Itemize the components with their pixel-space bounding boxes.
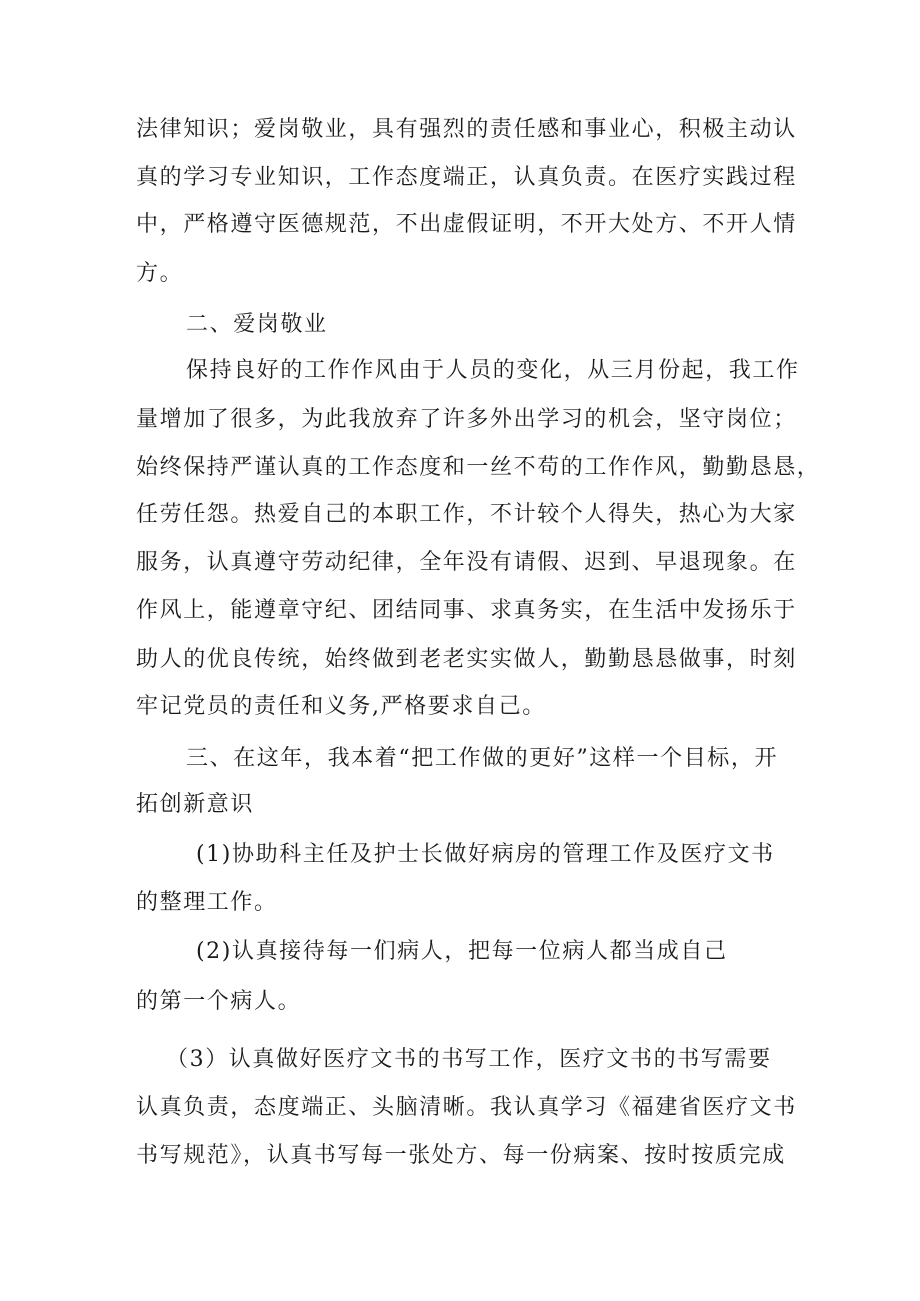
text-line: 法律知识；爱岗敬业，具有强烈的责任感和事业心，积极主动认 xyxy=(136,117,797,142)
text-line: 的整理工作。 xyxy=(136,890,278,915)
text-line: 服务，认真遵守劳动纪律，全年没有请假、迟到、早退现象。在 xyxy=(136,550,797,575)
list-item: (2)认真接待每一们病人，把每一位病人都当成自己 xyxy=(196,939,728,964)
text-line: 始终保持严谨认真的工作态度和一丝不苟的工作作风，勤勤恳恳， xyxy=(136,455,821,480)
list-item: （3）认真做好医疗文书的书写工作，医疗文书的书写需要 xyxy=(166,1047,772,1072)
list-item: (1)协助科主任及护士长做好病房的管理工作及医疗文书 xyxy=(196,842,775,867)
text-line: 助人的优良传统，始终做到老老实实做人，勤勤恳恳做事，时刻 xyxy=(136,647,797,672)
text-line: 保持良好的工作作风由于人员的变化，从三月份起，我工作 xyxy=(186,358,800,383)
text-line: 牢记党员的责任和义务,严格要求自己。 xyxy=(136,694,546,719)
text-line: 方。 xyxy=(136,261,184,286)
text-line: 中，严格遵守医德规范，不出虚假证明，不开大处方、不开人情 xyxy=(136,212,797,237)
text-line: 真的学习专业知识，工作态度端正，认真负责。在医疗实践过程 xyxy=(136,165,797,190)
section-heading: 三、在这年，我本着“把工作做的更好”这样一个目标，开 xyxy=(186,746,779,771)
text-line: 认真负责，态度端正、头脑清晰。我认真学习《福建省医疗文书 xyxy=(136,1095,797,1120)
text-line: 任劳任怨。热爱自己的本职工作，不计较个人得失，热心为大家 xyxy=(136,502,797,527)
text-line: 的第一个病人。 xyxy=(136,989,302,1014)
text-line: 书写规范》，认真书写每一张处方、每一份病案、按时按质完成 xyxy=(136,1143,786,1168)
text-line: 拓创新意识 xyxy=(136,792,255,817)
text-line: 作风上，能遵章守纪、团结同事、求真务实，在生活中发扬乐于 xyxy=(136,598,797,623)
section-heading: 二、爱岗敬业 xyxy=(186,312,328,337)
text-line: 量增加了很多，为此我放弃了许多外出学习的机会，坚守岗位； xyxy=(136,407,797,432)
